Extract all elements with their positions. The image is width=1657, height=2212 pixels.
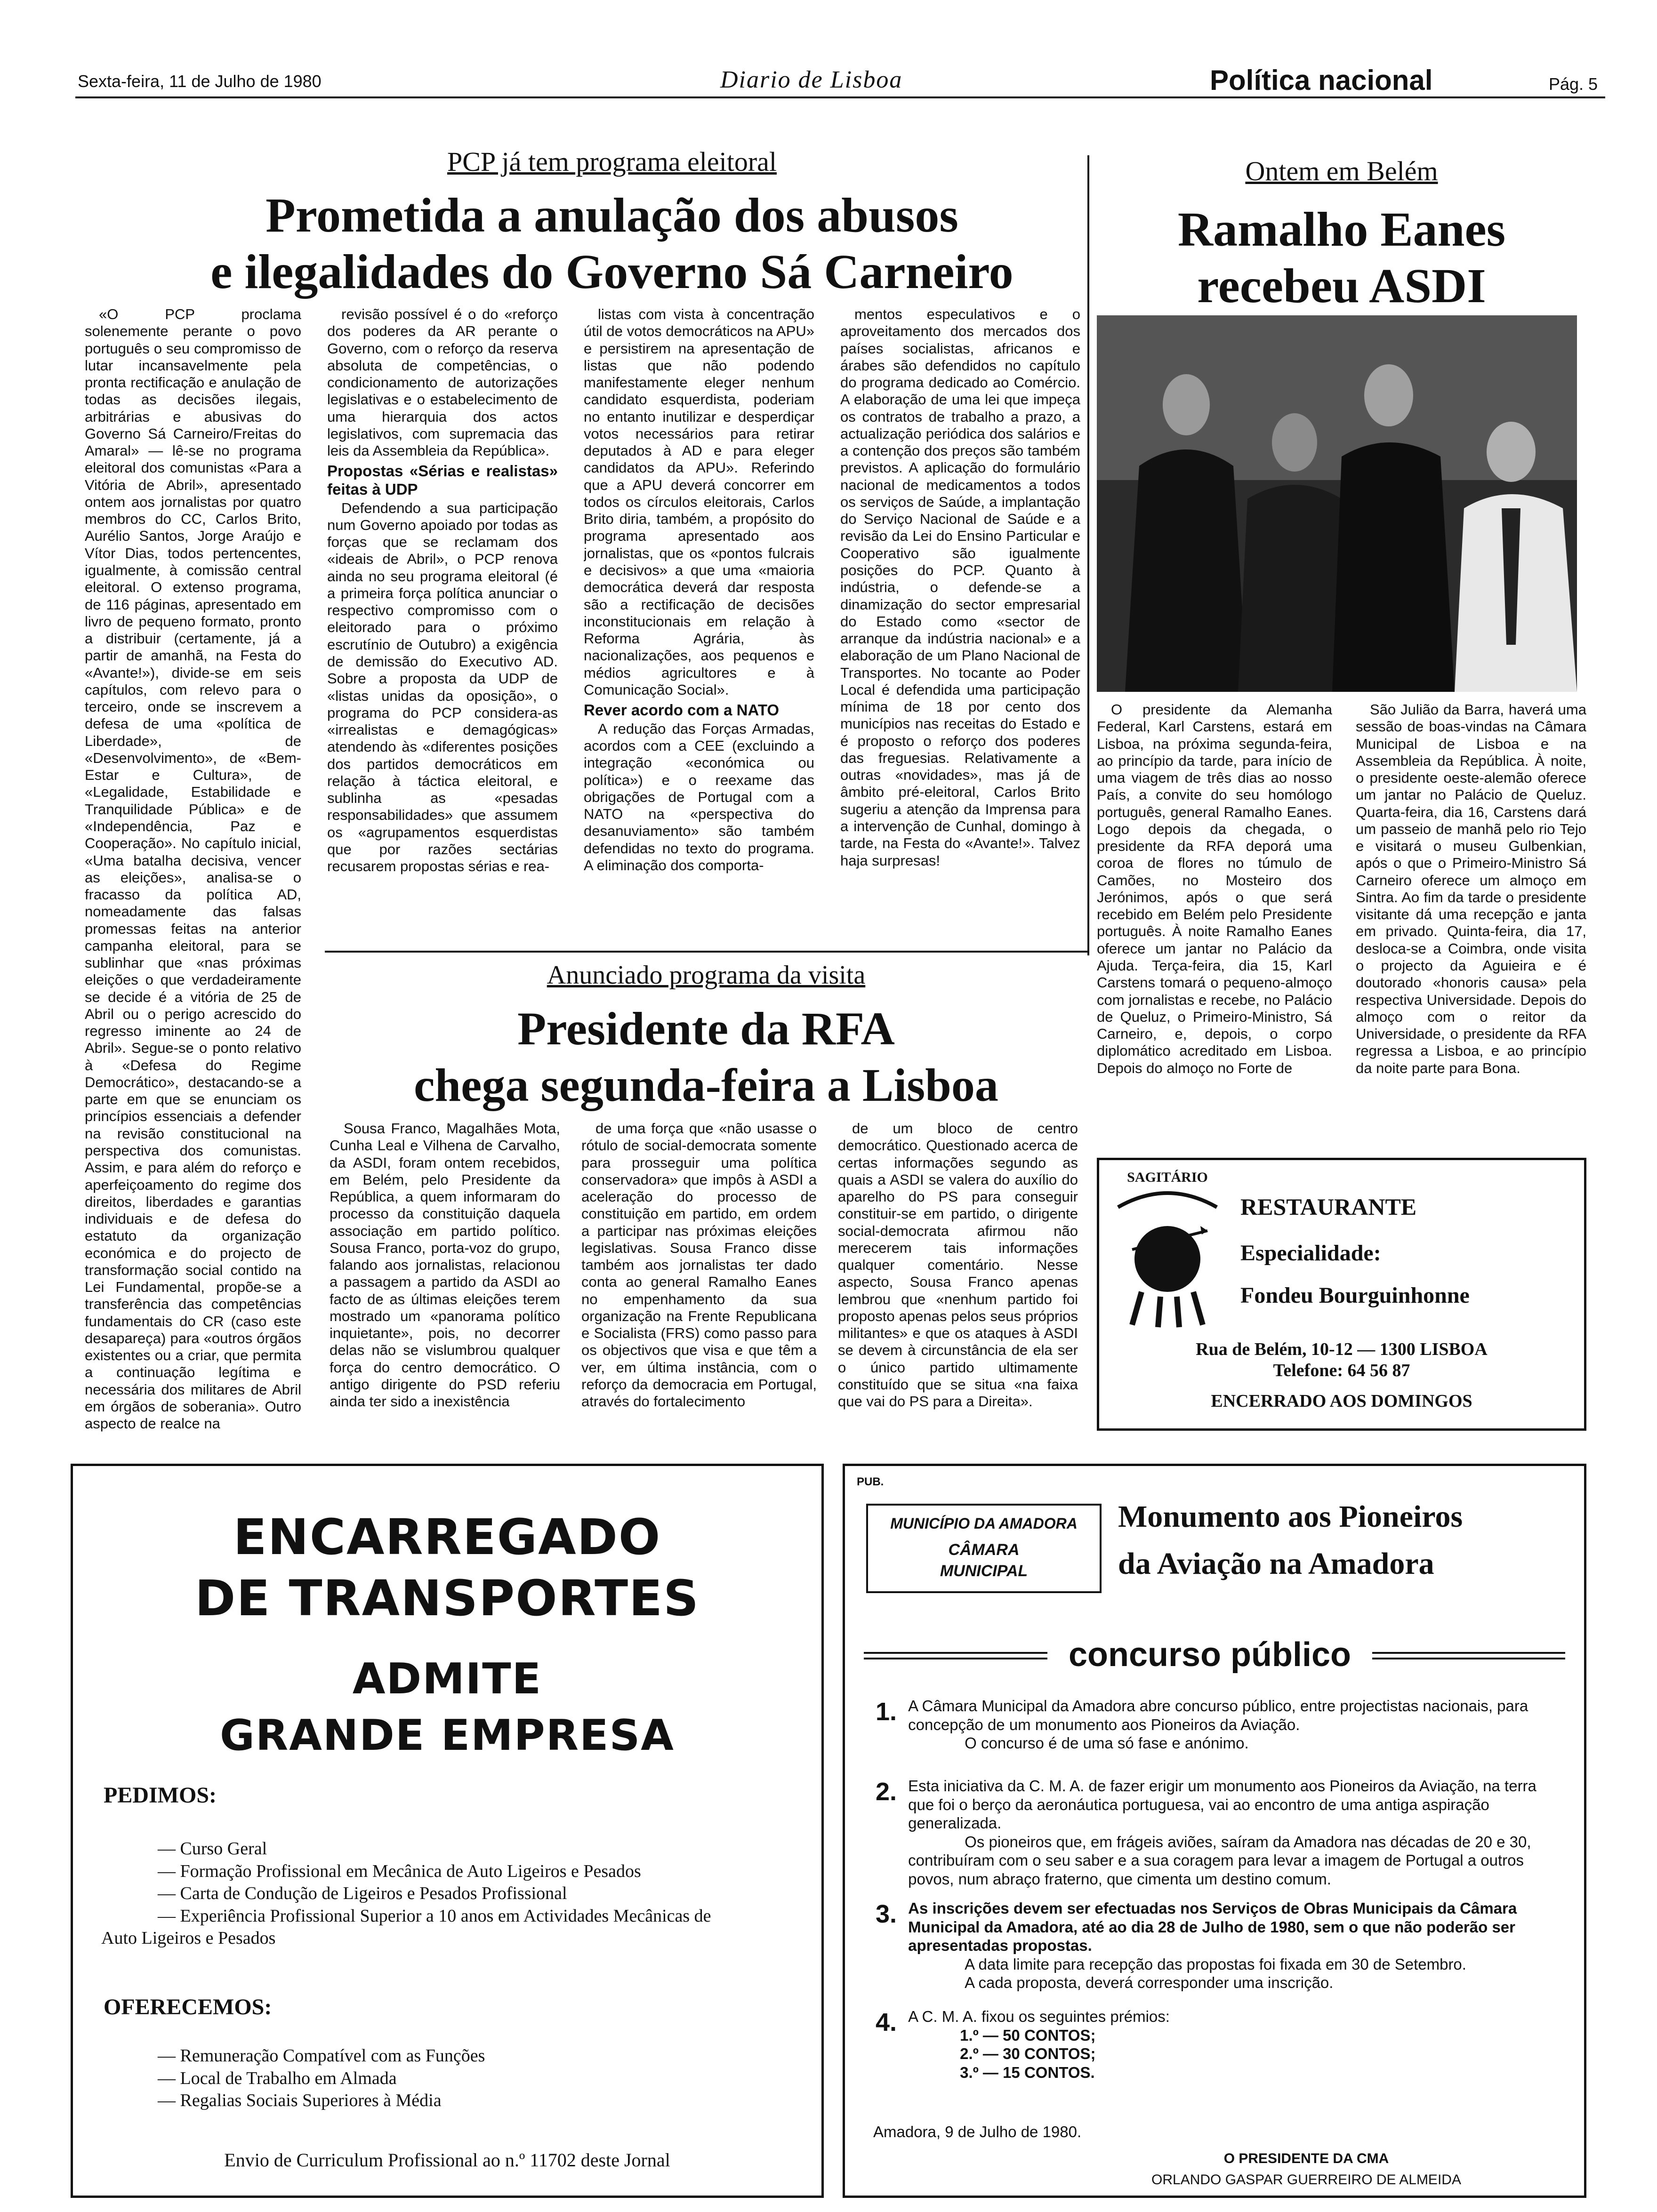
job-ad-oferecemos-list (158, 2045, 807, 2112)
restaurant-specialty-label: Especialidade: (1240, 1241, 1381, 1266)
rfa-column-2 (581, 1120, 817, 1435)
amadora-ad (843, 1464, 1586, 2198)
amadora-camara-line1: CÂMARA (948, 1541, 1020, 1559)
pcp-column-4-text: mentos especulativos e o aproveitamento dos mercados dos países socialistas, africanos e árabes são defendidos no capítulo do programa dedicado ao Comércio. A elaboração de uma lei que impeça os contratos de trabalho a prazo, a actualização periódica dos salários e a contenção dos preços são também previstos. A aplicação do formulário nacional de medicamentos a todos os serviços de Saúde, a implantação do Serviço Nacional de Saúde e a revisão da Lei do Ensino Particular e Cooperativo são igualmente posições do PCP. Quanto à indústria, o defende-se a dinamização do sector empresarial do Estado como «sector de arranque da indústria nacional» e a elaboração de um Plano Nacional de Transportes. No tocante ao Poder Local é defendida uma participação mínima de 18 por cento dos municípios nas receitas do Estado e é proposto o reforço dos poderes das freguesias. Relativamente a outras «novidades», mas já de âmbito pré-eleitoral, Carlos Brito sugeriu a atenção da Imprensa para a intervenção de Cunhal, domingo à tarde, na Festa do «Avante!». Talvez haja surpresas! (840, 306, 1080, 869)
eanes-column-2 (1356, 701, 1586, 1148)
eanes-headline-line2: recebeu ASDI (1197, 259, 1486, 313)
amadora-prize-line: 3.º — 15 CONTOS. (960, 2063, 1095, 2081)
amadora-signer-title: O PRESIDENTE DA CMA (1223, 2151, 1389, 2166)
job-ad-pedimos-list (101, 1838, 807, 1950)
concurso-rule-left (864, 1652, 1047, 1654)
masthead-rule (75, 96, 1605, 98)
amadora-date: Amadora, 9 de Julho de 1980. (873, 2123, 1082, 2140)
pcp-subhead-nato: Rever acordo com a NATO (584, 701, 780, 719)
masthead-page-number: Pág. 5 (1549, 74, 1598, 94)
concurso-rule-right (1372, 1652, 1565, 1654)
job-ad-footer: Envio de Curriculum Profissional ao n.º 11702 deste Jornal (224, 2149, 670, 2171)
pcp-kicker: PCP já tem programa eleitoral (447, 146, 777, 177)
amadora-camara-line2: MUNICIPAL (940, 1562, 1028, 1580)
amadora-pub-label: PUB. (857, 1475, 884, 1488)
amadora-item-line: As inscrições devem ser efectuadas nos Serviços de Obras Municipais da Câmara Municipal da Amadora, até ao dia 28 de Julho de 1980, sem o que não poderão ser apresentadas propostas. (908, 1899, 1517, 1955)
amadora-concurso-title: concurso público (1068, 1636, 1351, 1674)
job-ad-requirement: — Formação Profissional em Mecânica de Auto Ligeiros e Pesados (158, 1861, 641, 1881)
amadora-municipio: MUNICÍPIO DA AMADORA (890, 1515, 1078, 1532)
section-divider (325, 951, 1087, 953)
rfa-column-3 (838, 1120, 1078, 1435)
job-ad-requirement: Auto Ligeiros e Pesados (101, 1928, 276, 1948)
job-ad-requirement: — Curso Geral (158, 1839, 267, 1859)
amadora-item-line: A cada proposta, deverá corresponder uma inscrição. (965, 1974, 1334, 1992)
amadora-item-number: 1. (876, 1698, 897, 1726)
amadora-item-3 (876, 1899, 1553, 1992)
restaurant-logo-text: SAGITÁRIO (1127, 1170, 1208, 1185)
amadora-item-line: O concurso é de uma só fase e anónimo. (965, 1734, 1249, 1752)
sagittarius-logo-icon (1113, 1179, 1222, 1330)
pcp-column-2-text: revisão possível é o do «reforço dos poderes da AR perante o Governo, com o reforço da reserva absoluta de competências, o condicionamento de autorizações legislativas e o estabelecimento de uma hierarquia dos actos legislativos, com supremacia das leis da Assembleia da República». (327, 306, 558, 459)
amadora-municipio-box (866, 1504, 1102, 1593)
job-ad-requirement: — Carta de Condução de Ligeiros e Pesados Profissional (158, 1883, 567, 1903)
restaurant-address: Rua de Belém, 10-12 — 1300 LISBOA (1196, 1339, 1488, 1359)
rfa-column-1-text: Sousa Franco, Magalhães Mota, Cunha Leal e Vilhena de Carvalho, da ASDI, foram ontem recebidos, em Belém, pelo Presidente da República, a quem informaram do processo da constituição daquela associação em partido político. Sousa Franco, porta-voz do grupo, falando aos jornalistas, relacionou a passagem a partido da ASDI ao facto de as últimas eleições terem mostrado um «panorama político inquietante», pois, no decorrer delas não se vislumbrou qualquer força do centro democrático. O antigo dirigente do PSD referiu ainda ter sido a inexistência (330, 1120, 560, 1410)
job-ad-admite: ADMITE (352, 1654, 542, 1704)
amadora-item-number: 2. (876, 1778, 897, 1806)
rfa-column-2-text: de uma força que «não usasse o rótulo de social-democrata somente para prosseguir uma política conservadora» que impôs à ASDI a aceleração do processo de constituição em partido, em ordem a participar nas próximas eleições legislativas. Sousa Franco disse também aos jornalistas ter dado conta ao general Ramalho Eanes no empenhamento da sua organização na Frente Republicana e Socialista (FRS) como passo para os objectivos que visa e que têm a ver, em última instância, com o reforço da democracia em Portugal, através do fortalecimento (581, 1120, 817, 1410)
amadora-prize-line: 2.º — 30 CONTOS; (960, 2045, 1096, 2063)
amadora-prize-line: 1.º — 50 CONTOS; (960, 2026, 1096, 2044)
amadora-item-4 (876, 2007, 1553, 2082)
eanes-column-1-text: O presidente da Alemanha Federal, Karl Carstens, estará em Lisboa, na próxima segunda-feira, ao princípio da tarde, para início de uma viagem de três dias ao nosso País, a convite do seu homólogo português, general Ramalho Eanes. Logo depois da chegada, o presidente da RFA deporá uma coroa de flores no túmulo de Camões, no Mosteiro dos Jerónimos, após o que será recebido em Belém pelo Presidente português. À noite Ramalho Eanes oferece um jantar no Palácio da Ajuda. Terça-feira, dia 15, Karl Carstens tomará o pequeno-almoço com jornalistas e recebe, no Palácio de Queluz, o Primeiro-Ministro, Sá Carneiro, e, depois, o corpo diplomático acreditado em Lisboa. Depois do almoço no Forte de (1097, 701, 1332, 1076)
amadora-item-line: A data limite para recepção das propostas foi fixada em 30 de Setembro. (965, 1955, 1466, 1973)
pcp-column-1-text: «O PCP proclama solenemente perante o povo português o seu compromisso de lutar incansavelmente pela pronta rectificação e anulação de todas as decisões ilegais, arbitrárias e abusivas do Governo Sá Carneiro/Freitas do Amaral» — lê-se no programa eleitoral dos comunistas «Para a Vitória de Abril», apresentado ontem aos jornalistas por quatro membros do CC, Carlos Brito, Aurélio Santos, Jorge Araújo e Vítor Dias, todos pertencentes, igualmente, à comissão central eleitoral. O extenso programa, de 116 páginas, apresentado em livro de pequeno formato, pronto a distribuir (certamente, já a partir de amanhã, na Festa do «Avante!»), divide-se em seis capítulos, com relevo para o terceiro, onde se inscrevem a defesa de uma «política de Liberdade», de «Desenvolvimento», de «Bem-Estar e Cultura», de «Legalidade, Estabilidade e Tranquilidade Pública» e de «Independência, Paz e Cooperação». No capítulo inicial, «Uma batalha decisiva, vencer as eleições», analisa-se o fracasso da política AD, nomeadamente das falsas promessas feitas na anterior campanha eleitoral, para se sublinhar que «nas próximas eleições o que verdadeiramente se decide é a vitória de 25 de Abril ou o perigo acrescido do regresso iminente ao 24 de Abril». Segue-se o ponto relativo à «Defesa do Regime Democrático», destacando-se a parte em que se enunciam os princípios essenciais a defender na revisão constitucional na perspectiva dos comunistas. Assim, e para além do reforço e aperfeiçoamento do regime dos direitos, liberdades e garantias individuais e de defesa do estatuto da organização económica e do projecto de transformação social contido na Lei Fundamental, propõe-se a transferência das competências fundamentais do CR (caso este desapareça) para «outros órgãos existentes ou a criar, que permita a continuação legítima e necessária dos militares de Abril em órgãos de soberania». Outro aspecto de realce na (85, 306, 301, 1432)
amadora-title-line1: Monumento aos Pioneiros (1118, 1499, 1463, 1534)
amadora-title-line2: da Aviação na Amadora (1118, 1547, 1434, 1581)
amadora-item-number: 3. (876, 1900, 897, 1928)
job-ad-requirement: — Experiência Profissional Superior a 10 anos em Actividades Mecânicas de (158, 1906, 711, 1926)
job-ad-pedimos-label: PEDIMOS: (104, 1783, 217, 1808)
amadora-item-line: A Câmara Municipal da Amadora abre concurso público, entre projectistas nacionais, para concepção de um monumento aos Pioneiros da Aviação. (908, 1697, 1528, 1733)
rfa-column-1 (330, 1120, 560, 1435)
amadora-item-2 (876, 1777, 1553, 1889)
job-ad-title-line2: DE TRANSPORTES (195, 1570, 700, 1627)
restaurant-phone: Telefone: 64 56 87 (1273, 1361, 1410, 1380)
pcp-headline-line1: Prometida a anulação dos abusos (265, 188, 958, 242)
pcp-column-3-text: listas com vista à concentração útil de votos democráticos na APU» e persistirem na apresentação de listas que não podendo manifestamente eleger nenhum candidato esquerdista, poderiam no entanto inutilizar e desperdiçar votos necessários para retirar deputados à AD e para eleger candidatos da APU». Referindo que a APU deverá concorrer em todos os círculos eleitorais, Carlos Brito diria, também, a propósito do programa apresentado aos jornalistas, que os «pontos fulcrais e decisivos» a que uma «maioria democrática deverá dar resposta são a rectificação de decisões inconstitucionais em relação à Reforma Agrária, às nacionalizações, aos pequenos e médios agricultores e à Comunicação Social». (584, 306, 814, 698)
pcp-column-4 (840, 306, 1080, 932)
rfa-headline-line1: Presidente da RFA (517, 1002, 895, 1055)
amadora-item-number: 4. (876, 2008, 897, 2036)
eanes-column-2-text: São Julião da Barra, haverá uma sessão de boas-vindas na Câmara Municipal de Lisboa e na Assembleia da República. À noite, o presidente oeste-alemão oferece um jantar no Palácio de Queluz. Quarta-feira, dia 16, Carstens dará um passeio de manhã pelo rio Tejo e visitará o museu Gulbenkian, após o que o Primeiro-Ministro Sá Carneiro oferece um almoço em Sintra. Ao fim da tarde o presidente visitante dá uma recepção e janta em privado. Quinta-feira, dia 17, desloca-se a Coimbra, onde visita o projecto da Aguieira e é doutorado «honoris causa» pela respectiva Universidade. Depois do almoço com o reitor da Universidade, o presidente da RFA regressa a Lisboa, e ao princípio da noite parte para Bona. (1356, 701, 1586, 1076)
amadora-item-line: A C. M. A. fixou os seguintes prémios: (908, 2008, 1170, 2025)
masthead-paper-name: Diario de Lisboa (720, 66, 903, 93)
job-ad-oferecemos-label: OFERECEMOS: (104, 1995, 272, 2020)
job-ad-title-line1: ENCARREGADO (233, 1508, 661, 1566)
pcp-subhead-udp: Propostas «Sérias e realistas» feitas à UDP (327, 462, 558, 498)
restaurant-closed-notice: ENCERRADO AOS DOMINGOS (1211, 1391, 1472, 1411)
eanes-asdi-photo (1097, 315, 1577, 692)
eanes-column-1 (1097, 701, 1332, 1148)
job-ad-benefit: — Local de Trabalho em Almada (158, 2068, 397, 2088)
restaurant-specialty: Fondeu Bourguinhonne (1240, 1283, 1470, 1308)
restaurant-title: RESTAURANTE (1240, 1194, 1417, 1220)
job-ad-benefit: — Regalias Sociais Superiores à Média (158, 2091, 442, 2110)
job-ad-benefit: — Remuneração Compatível com as Funções (158, 2046, 485, 2066)
restaurant-ad (1097, 1158, 1586, 1431)
pcp-headline-line2: e ilegalidades do Governo Sá Carneiro (210, 245, 1014, 299)
rfa-headline-line2: chega segunda-feira a Lisboa (414, 1059, 998, 1111)
pcp-column-2 (327, 306, 558, 932)
masthead-section: Política nacional (1210, 64, 1433, 96)
pcp-column-3 (584, 306, 814, 932)
pcp-column-3b-text: A redução das Forças Armadas, acordos com a CEE (excluindo a integração «económica ou política») e o reexame das obrigações de Portugal com a NATO na «perspectiva do desanuviamento» são também defendidas no texto do programa. A eliminação dos comporta- (584, 720, 814, 874)
rfa-kicker: Anunciado programa da visita (547, 961, 866, 990)
amadora-item-line: Esta iniciativa da C. M. A. de fazer erigir um monumento aos Pioneiros da Aviação, na terra que foi o berço da aeronáutica portuguesa, vai ao encontro de uma antiga aspiração generalizada. (908, 1777, 1536, 1832)
pcp-column-1 (85, 306, 301, 1435)
eanes-kicker: Ontem em Belém (1245, 156, 1438, 186)
amadora-item-line: Os pioneiros que, em frágeis aviões, saíram da Amadora nas décadas de 20 e 30, contribuíram com o seu saber e a sua coragem para levar a imagem de Portugal a outros povos, num abraço fraterno, que cimenta um destino comum. (908, 1833, 1531, 1888)
job-ad (71, 1464, 824, 2198)
amadora-item-1 (876, 1697, 1553, 1753)
column-divider-right (1087, 155, 1089, 955)
concurso-rule-left (864, 1658, 1047, 1659)
masthead-date: Sexta-feira, 11 de Julho de 1980 (78, 72, 322, 91)
rfa-column-3-text: de um bloco de centro democrático. Questionado acerca de certas informações segundo as quais a ASDI se valera do auxílio do aparelho do PS para conseguir constituir-se em partido, o dirigente social-democrata afirmou não merecerem tais informações qualquer comentário. Nesse aspecto, Sousa Franco apenas lembrou que «nenhum partido foi proposto apenas pelos seus próprios militantes» e que os ataques à ASDI se devem à circunstância de ela ser o único partido ultimamente constituído que se situa «na faixa que vai do PS para a Direita». (838, 1120, 1078, 1410)
amadora-signer-name: ORLANDO GASPAR GUERREIRO DE ALMEIDA (1151, 2172, 1461, 2188)
job-ad-company: GRANDE EMPRESA (220, 1711, 675, 1760)
eanes-headline-line1: Ramalho Eanes (1177, 202, 1506, 256)
pcp-column-2b-text: Defendendo a sua participação num Governo apoiado por todas as forças que se reclamam dos «ideais de Abril», o PCP renova ainda no seu programa eleitoral (é a primeira força política anunciar o respectivo compromisso com o eleitorado para o próximo escrutínio de Outubro) a exigência de demissão do Executivo AD. Sobre a proposta da UDP de «listas unidas da oposição», o programa do PCP considera-as «irrealistas e demagógicas» atendendo às «diferentes posições dos partidos democráticos em relação à táctica eleitoral, e sublinha as «pesadas responsabilidades» que assumem os «agrupamentos esquerdistas que por razões sectárias recusarem propostas sérias e rea- (327, 499, 558, 875)
concurso-rule-right (1372, 1658, 1565, 1659)
